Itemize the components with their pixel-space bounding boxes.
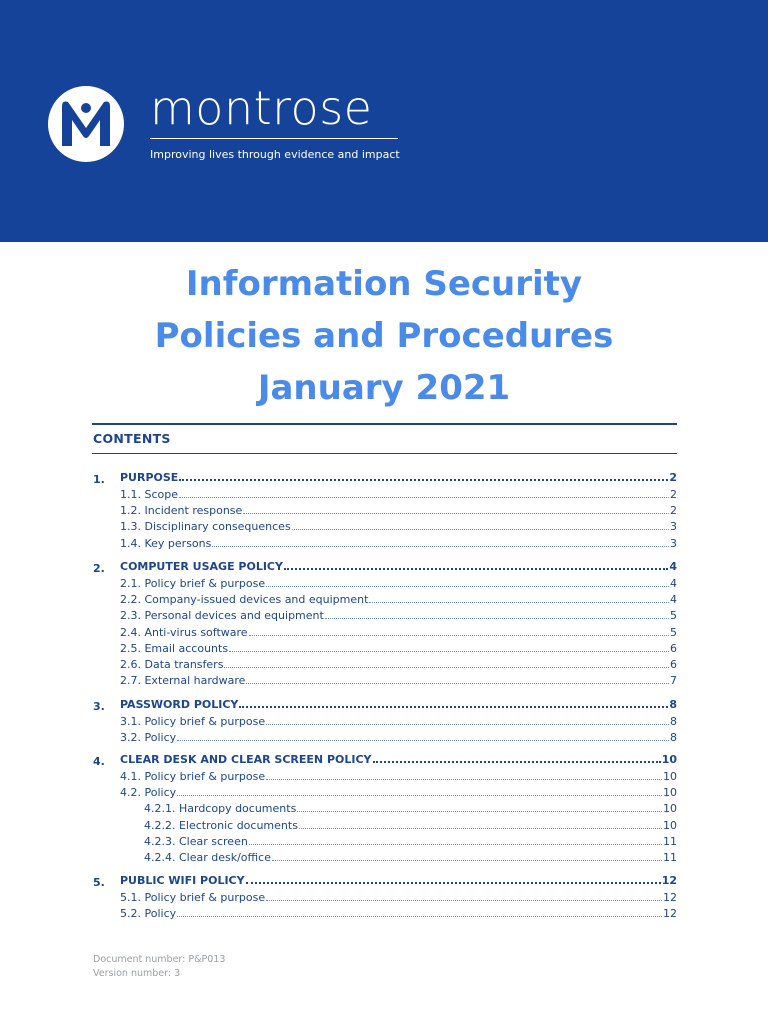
toc-subsection-link[interactable] [120,576,677,590]
toc-section-title: CLEAR DESK AND CLEAR SCREEN POLICY [120,753,372,766]
toc-leader-dots [239,706,668,708]
toc-item-label: 2.6. Data transfers [120,658,224,671]
toc-item-label: 4.2. Policy [120,786,177,800]
toc-leader-dots [177,795,662,796]
toc-item-label: 4.2.3. Clear screen [144,834,248,848]
toc-leader-dots [272,860,662,861]
toc-leader-dots [266,586,669,587]
toc-subsection-link[interactable] [120,592,677,606]
toc-leader-dots [246,683,669,684]
document-title [0,258,768,414]
toc-subsection-link[interactable] [120,519,677,533]
toc-item-label: 5.2. Policy [120,907,177,921]
toc-item-label: 1.2. Incident response [120,504,243,518]
toc-item-label: 1.3. Disciplinary consequences [120,520,291,534]
toc-subsubsection-link[interactable] [144,801,677,815]
toc-item-label: 3.2. Policy [120,731,177,745]
toc-subsection-link[interactable] [120,503,677,517]
toc-subsection-link[interactable] [120,673,677,687]
toc-leader-dots [292,529,669,530]
toc-page-number: 12 [663,907,677,921]
toc-subsection-link[interactable] [120,657,677,671]
toc-leader-dots [179,497,669,498]
toc-page-number: 10 [663,770,677,783]
toc-item-label: 1.1. Scope [120,488,178,501]
toc-subsection-link[interactable] [120,906,677,920]
toc-page-number: 10 [663,802,677,816]
toc-subsection-link[interactable] [120,487,677,501]
toc-page-number: 6 [670,658,677,671]
toc-subsection-link[interactable] [120,608,677,622]
toc-item-label: 5.1. Policy brief & purpose [120,891,266,904]
toc-leader-dots [284,568,668,570]
toc-leader-dots [373,761,661,763]
toc-section-number: 5. [93,876,105,889]
toc-section-link[interactable] [120,697,677,711]
toc-page-number: 10 [663,818,677,832]
toc-leader-dots [179,479,668,481]
toc-item-label: 2.2. Company-issued devices and equipment [120,593,369,607]
toc-page-number: 7 [670,674,677,688]
toc-page-number: 5 [670,625,677,639]
toc-leader-dots [177,916,662,917]
toc-section-link[interactable] [120,873,677,887]
contents-top-rule [92,423,677,425]
toc-leader-dots [266,900,662,901]
document-number: Document number: P&P013 [93,954,226,965]
toc-page-number: 8 [670,731,677,745]
toc-page-number: 3 [670,520,677,534]
contents-heading: CONTENTS [93,431,171,446]
toc-page-number: 3 [670,536,677,550]
toc-subsubsection-link[interactable] [144,818,677,832]
title-line-2: Policies and Procedures [154,316,614,356]
toc-page-number: 12 [661,874,677,887]
toc-page-number: 6 [670,641,677,655]
toc-leader-dots [369,602,669,603]
header-band [0,0,768,242]
title-line-1: Information Security [185,264,583,304]
toc-page-number: 11 [663,851,677,864]
toc-subsection-link[interactable] [120,769,677,783]
toc-page-number: 11 [663,834,677,848]
toc-section-number: 4. [93,755,105,768]
toc-subsection-link[interactable] [120,890,677,904]
toc-page-number: 2 [670,504,677,518]
montrose-logo-icon [48,86,124,162]
toc-section-number: 3. [93,700,105,713]
toc-section-link[interactable] [120,752,677,766]
toc-page-number: 10 [661,753,677,766]
toc-leader-dots [266,779,662,780]
toc-leader-dots [325,618,669,619]
brand-name: montrose [150,81,373,135]
toc-subsection-link[interactable] [120,625,677,639]
toc-subsection-link[interactable] [120,714,677,728]
toc-leader-dots [243,513,669,514]
toc-item-label: 2.1. Policy brief & purpose [120,577,266,590]
toc-leader-dots [249,635,669,636]
toc-page-number: 8 [669,698,677,711]
toc-leader-dots [299,828,662,829]
toc-leader-dots [224,667,669,668]
toc-item-label: 4.2.1. Hardcopy documents [144,802,297,816]
toc-page-number: 5 [670,609,677,623]
toc-section-title: COMPUTER USAGE POLICY [120,560,283,573]
toc-leader-dots [212,546,669,547]
contents-bottom-rule [92,453,677,454]
toc-item-label: 4.2.4. Clear desk/office [144,851,271,864]
toc-subsection-link[interactable] [120,641,677,655]
toc-subsubsection-link[interactable] [144,850,677,864]
toc-page-number: 4 [669,560,677,573]
toc-item-label: 2.7. External hardware [120,674,246,688]
toc-leader-dots [297,811,662,812]
toc-page-number: 2 [670,488,677,501]
toc-leader-dots [229,651,669,652]
brand-divider [150,138,398,139]
toc-leader-dots [177,740,669,741]
toc-page-number: 10 [663,786,677,800]
toc-page-number: 2 [669,471,677,484]
toc-item-label: 2.3. Personal devices and equipment [120,609,324,623]
toc-section-link[interactable] [120,559,677,573]
title-line-3: January 2021 [257,368,511,408]
toc-item-label: 2.5. Email accounts [120,641,229,655]
toc-subsection-link[interactable] [120,536,677,550]
toc-section-number: 1. [93,473,105,486]
toc-section-link[interactable] [120,470,677,484]
toc-item-label: 1.4. Key persons [120,536,212,550]
toc-section-title: PURPOSE [120,471,179,484]
toc-item-label: 2.4. Anti-virus software [120,625,248,639]
toc-subsection-link[interactable] [120,730,677,744]
toc-item-label: 4.2.2. Electronic documents [144,818,298,832]
toc-page-number: 4 [670,577,677,590]
toc-leader-dots [266,724,669,725]
toc-leader-dots [249,844,662,845]
version-number: Version number: 3 [93,968,181,979]
toc-page-number: 8 [670,715,677,728]
toc-section-title: PUBLIC WIFI POLICY [120,874,245,887]
toc-item-label: 4.1. Policy brief & purpose [120,770,266,783]
toc-subsubsection-link[interactable] [144,834,677,848]
toc-section-number: 2. [93,562,105,575]
toc-item-label: 3.1. Policy brief & purpose [120,715,266,728]
brand-tagline: Improving lives through evidence and impact [150,148,400,161]
toc-leader-dots [246,882,661,884]
toc-page-number: 4 [670,593,677,607]
toc-subsection-link[interactable] [120,785,677,799]
toc-page-number: 12 [663,891,677,904]
toc-section-title: PASSWORD POLICY [120,698,239,711]
